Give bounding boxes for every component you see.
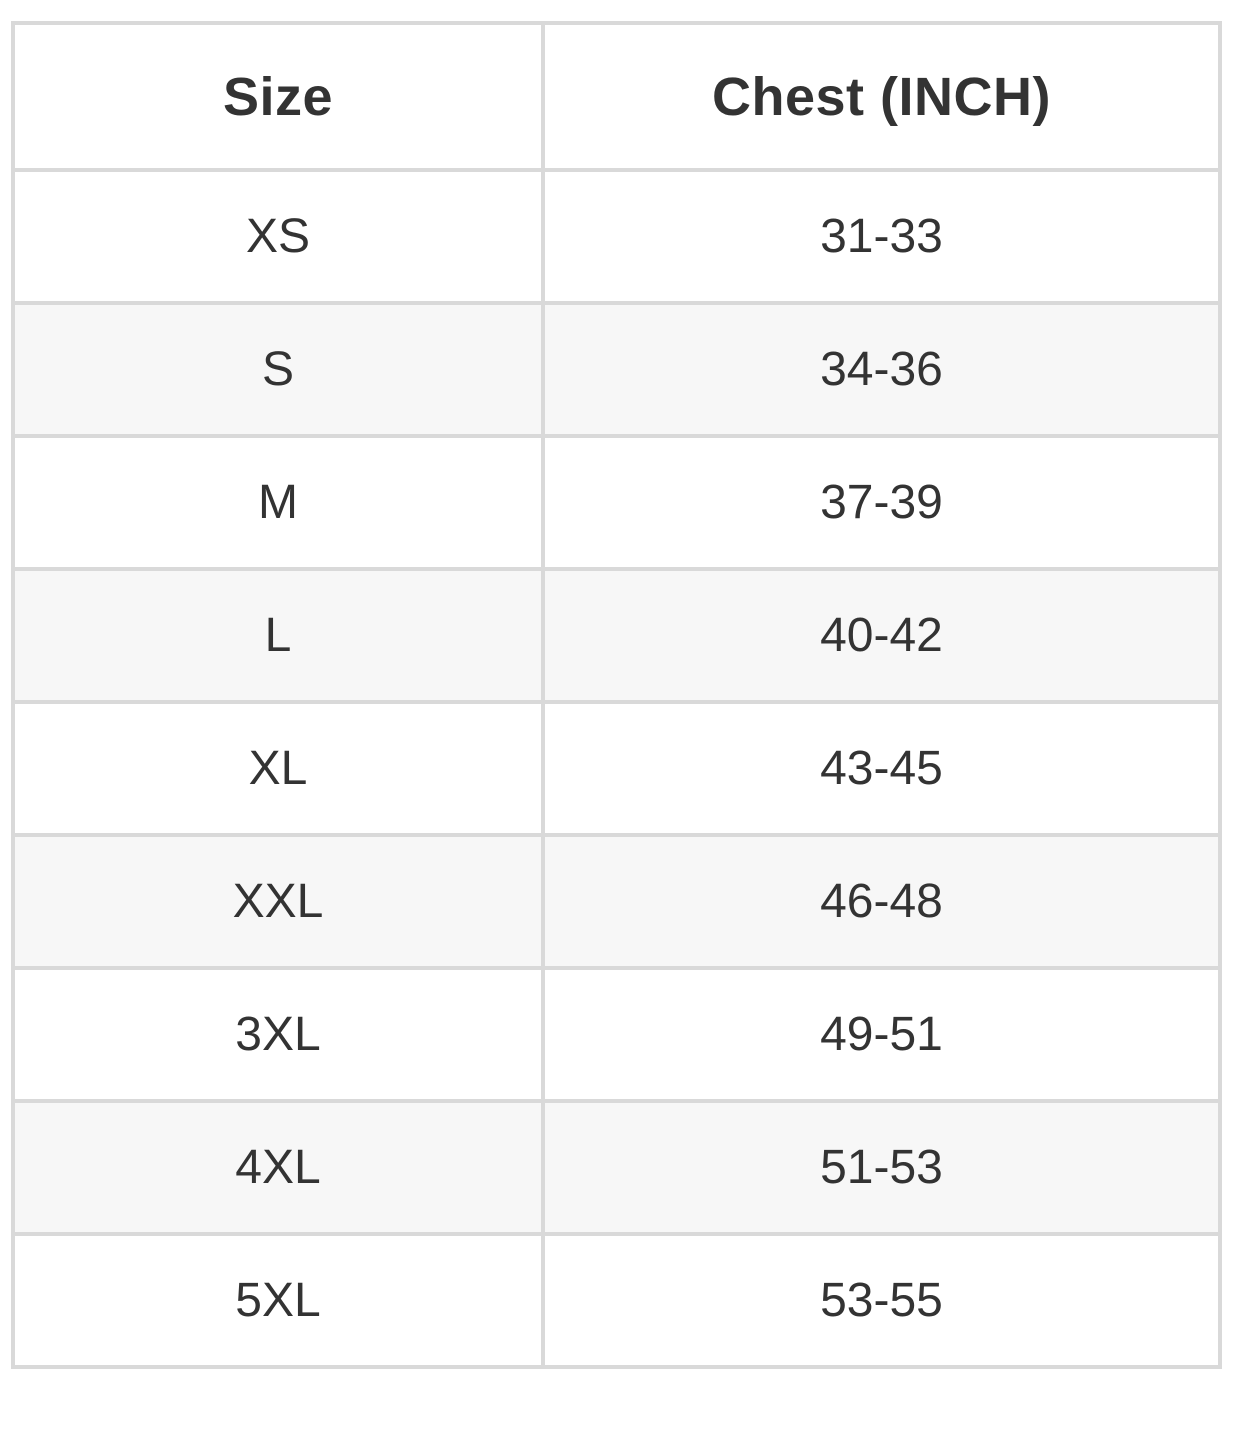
table-row	[13, 702, 1220, 835]
chest-value-cell: 31-33	[543, 170, 1220, 303]
chest-value-cell: 51-53	[543, 1101, 1220, 1234]
chest-value-cell: 53-55	[543, 1234, 1220, 1367]
table-row	[13, 835, 1220, 968]
size-cell: XS	[13, 170, 543, 303]
chest-value-cell: 49-51	[543, 968, 1220, 1101]
size-cell: M	[13, 436, 543, 569]
table-row	[13, 436, 1220, 569]
size-cell: 3XL	[13, 968, 543, 1101]
size-cell: XL	[13, 702, 543, 835]
chest-value-cell: 46-48	[543, 835, 1220, 968]
chest-header-cell: Chest (INCH)	[543, 23, 1220, 170]
size-cell: XXL	[13, 835, 543, 968]
chest-value-cell: 34-36	[543, 303, 1220, 436]
table-row	[13, 170, 1220, 303]
size-cell: 5XL	[13, 1234, 543, 1367]
table-row	[13, 569, 1220, 702]
size-cell: S	[13, 303, 543, 436]
table-row	[13, 1101, 1220, 1234]
size-cell: L	[13, 569, 543, 702]
header-row	[13, 23, 1220, 170]
size-chart-table	[11, 21, 1222, 1369]
size-header-cell: Size	[13, 23, 543, 170]
chest-value-cell: 37-39	[543, 436, 1220, 569]
table-row	[13, 303, 1220, 436]
table-row	[13, 968, 1220, 1101]
table-row	[13, 1234, 1220, 1367]
chest-value-cell: 43-45	[543, 702, 1220, 835]
chest-value-cell: 40-42	[543, 569, 1220, 702]
size-cell: 4XL	[13, 1101, 543, 1234]
